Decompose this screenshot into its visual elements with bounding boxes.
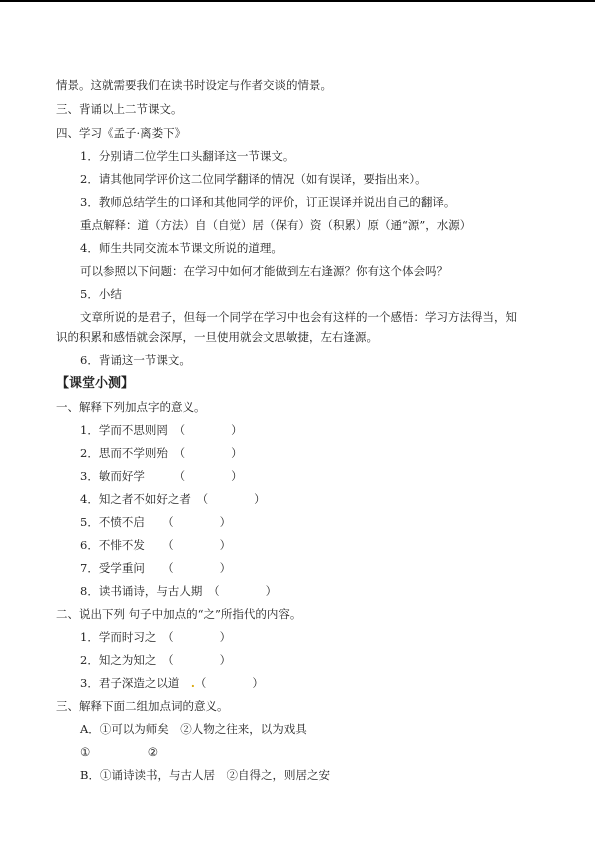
paragraph-line: 可以参照以下问题：在学习中如何才能做到左右逢源？你有这个体会吗？	[80, 264, 448, 278]
quiz-item: 1．学而时习之 （ ）	[80, 630, 232, 644]
quiz-item-text: 3．君子深造之以道	[80, 676, 191, 690]
quiz-item: 4．知之者不如好之者 （ ）	[80, 492, 266, 506]
list-item: 4．师生共同交流本节课文所说的道理。	[80, 241, 283, 255]
quiz-item: 3．敏而好学 （ ）	[80, 469, 243, 483]
section-heading: 四、学习《孟子·离娄下》	[56, 126, 187, 140]
quiz-item: A．①可以为师矣 ②人物之往来，以为戏具	[80, 722, 307, 736]
answer-markers: ① ②	[80, 745, 159, 759]
quiz-item: 6．不悱不发 （ ）	[80, 538, 232, 552]
answer-blank: （ ）	[194, 676, 264, 690]
paragraph-line: 情景。这就需要我们在读书时设定与作者交谈的情景。	[56, 78, 332, 92]
section-heading: 一、解释下列加点字的意义。	[56, 400, 206, 414]
section-heading: 三、解释下面二组加点词的意义。	[56, 699, 229, 713]
list-item: 3．教师总结学生的口译和其他同学的评价，订正误译并说出自己的翻译。	[80, 195, 456, 209]
list-item: 5．小结	[80, 287, 122, 301]
list-item: 6．背诵这一节课文。	[80, 353, 191, 367]
quiz-item: B．①诵诗读书，与古人居 ②自得之，则居之安	[80, 768, 330, 782]
quiz-item: 2．思而不学则殆 （ ）	[80, 446, 243, 460]
quiz-item: 8．读书诵诗，与古人期 （ ）	[80, 584, 278, 598]
quiz-item: 7．受学重问 （ ）	[80, 561, 232, 575]
section-heading: 二、说出下列 句子中加点的“之”所指代的内容。	[56, 607, 302, 621]
quiz-item: 2．知之为知之 （ ）	[80, 653, 232, 667]
quiz-item: 5．不愤不启 （ ）	[80, 515, 232, 529]
paragraph-line: 文章所说的是君子，但每一个同学在学习中也会有这样的一个感悟：学习方法得当，知	[80, 310, 517, 324]
paragraph-line: 识的积累和感悟就会深厚，一旦使用就会文思敏捷，左右逢源。	[56, 330, 378, 344]
quiz-item	[80, 676, 264, 690]
quiz-item: 1．学而不思则罔 （ ）	[80, 423, 243, 437]
list-item: 1．分别请二位学生口头翻译这一节课文。	[80, 149, 295, 163]
section-heading: 三、背诵以上二节课文。	[56, 102, 183, 116]
emphasis-dot: .	[190, 676, 195, 690]
quiz-heading: 【课堂小测】	[56, 376, 135, 391]
list-item: 2．请其他同学评价这二位同学翻译的情况（如有误译，要指出来）。	[80, 172, 427, 186]
key-explanation: 重点解释：道（方法）自（自觉）居（保有）资（积累）原（通“源”，水源）	[80, 218, 472, 232]
